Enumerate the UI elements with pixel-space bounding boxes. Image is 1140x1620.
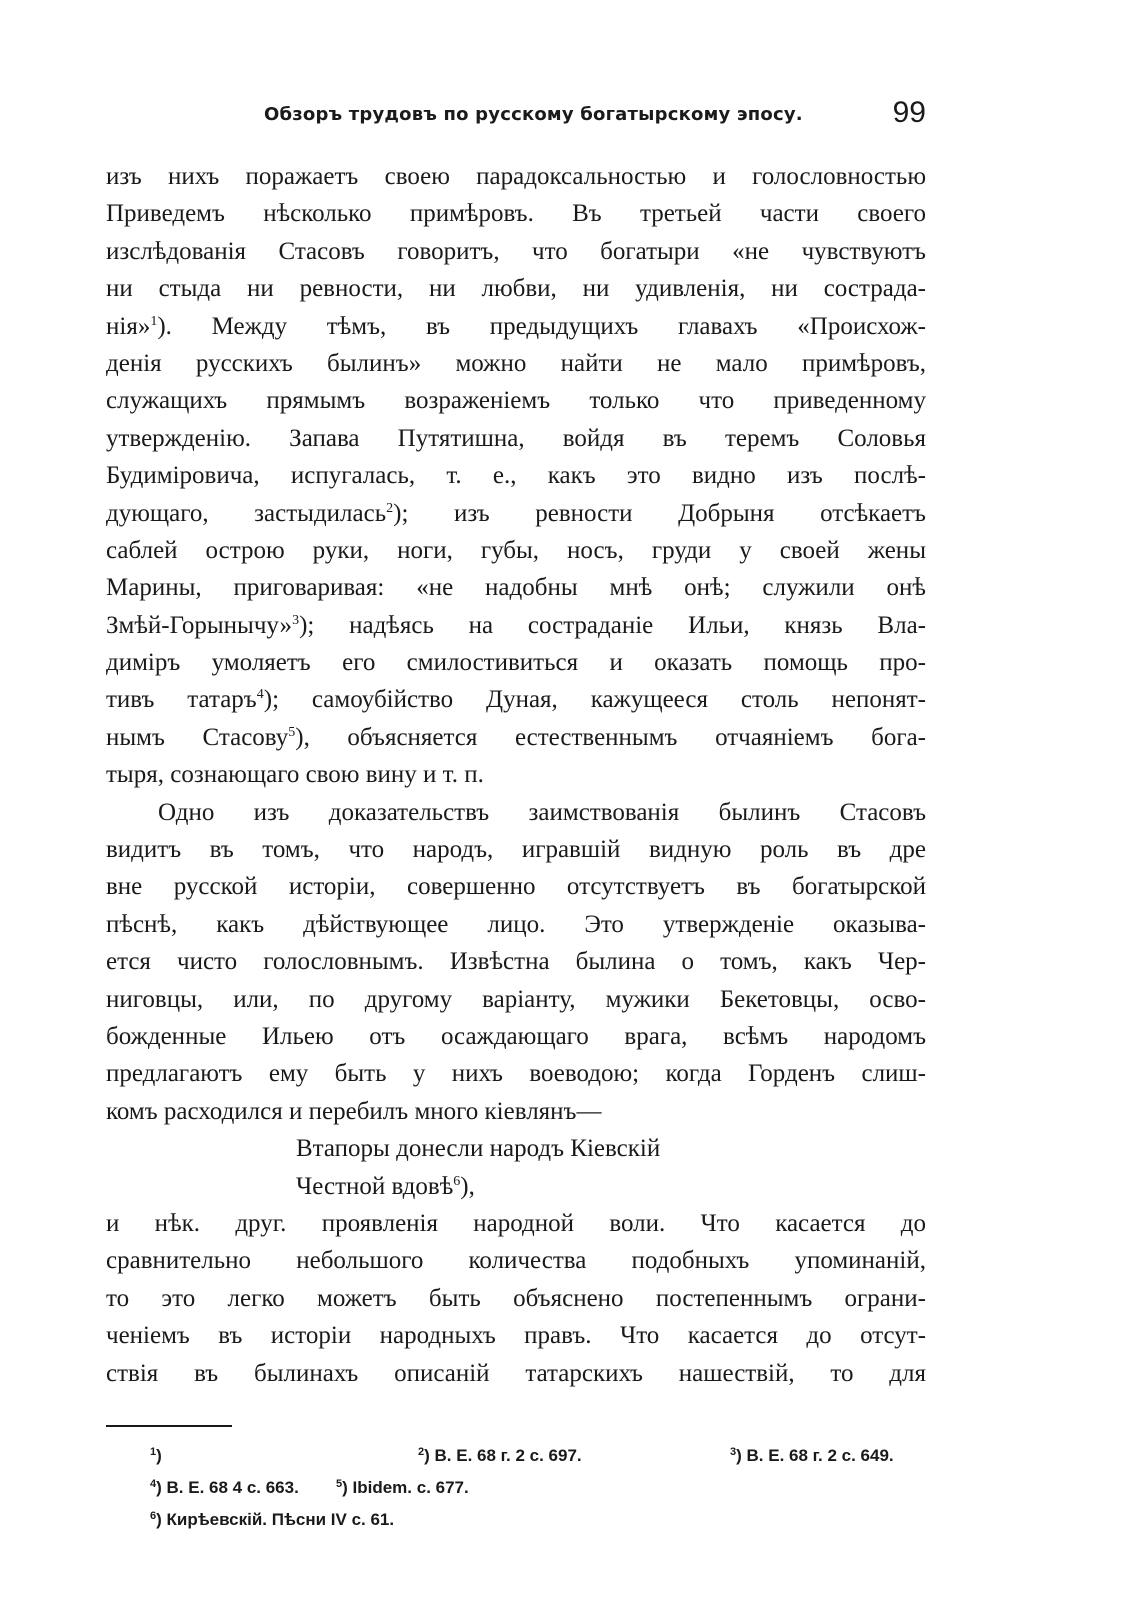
text-line: Змѣй-Горынычу»$^3$); надѣясь на состраданіе Ильи, князь Вла- <box>106 611 926 639</box>
text-line: ствія въ былинахъ описаній татарскихъ нашествій, то для <box>106 1359 926 1387</box>
page-number: 99 <box>892 96 926 129</box>
text-line: Марины, приговаривая: «не надобны мнѣ онѣ; служили онѣ <box>106 574 926 602</box>
running-head <box>104 96 926 136</box>
text-line: нія»$^1$). Между тѣмъ, въ предыдущихъ главахъ «Происхож- <box>106 312 926 340</box>
text-line: Втапоры донесли народъ Кіевскій <box>296 1135 661 1163</box>
text-line: Будиміровича, испугалась, т. е., какъ это видно изъ послѣ- <box>106 462 926 490</box>
footnote-ref: 5 <box>288 724 296 740</box>
footnote-ref: 3 <box>292 612 300 628</box>
text-line: тыря, сознающаго свою вину и т. п. <box>106 761 484 789</box>
text-line: Одно изъ доказательствъ заимствованія былинъ Стасовъ <box>158 798 926 826</box>
text-line: то это легко можетъ быть объяснено постепеннымъ ограни- <box>106 1284 926 1312</box>
text-line: ни стыда ни ревности, ни любви, ни удивленія, ни сострада- <box>106 275 926 303</box>
footnote-6: $^6$) Кирѣевскій. Пѣсни IV с. 61. <box>150 1510 395 1529</box>
text-line: божденные Ильею отъ осаждающаго врага, всѣмъ народомъ <box>106 1022 926 1050</box>
text-line: саблей острою руки, ноги, губы, носъ, груди у своей жены <box>106 536 926 564</box>
text-line: и нѣк. друг. проявленія народной воли. Что касается до <box>106 1209 926 1237</box>
text-line: служащихъ прямымъ возраженіемъ только что приведенному <box>106 387 926 415</box>
text-line: видитъ въ томъ, что народъ, игравшій видную роль въ дре <box>106 836 926 864</box>
footnote-5: $^5$) Ibidem. с. 677. <box>336 1478 469 1497</box>
footnote-row <box>150 1440 930 1472</box>
text-line: ченіемъ въ исторіи народныхъ правъ. Что касается до отсут- <box>106 1322 926 1350</box>
text-line: денія русскихъ былинъ» можно найти не мало примѣровъ, <box>106 349 926 377</box>
text-line: предлагаютъ ему быть у нихъ воеводою; когда Горденъ слиш- <box>106 1060 926 1088</box>
text-line: дующаго, застыдилась$^2$); изъ ревности Добрыня отсѣкаетъ <box>106 499 926 527</box>
text-line: утвержденію. Запава Путятишна, войдя въ теремъ Соловья <box>106 424 926 452</box>
text-line: сравнительно небольшого количества подобныхъ упоминаній, <box>106 1247 926 1275</box>
footnote-ref: 2 <box>386 500 394 516</box>
footnote-ref: 1 <box>150 313 158 329</box>
text-line: Честной вдовѣ$^6$), <box>296 1172 475 1200</box>
footnote-4: $^4$) В. Е. 68 4 с. 663. <box>150 1478 299 1497</box>
text-line: комъ расходился и перебилъ много кіевлянъ— <box>106 1097 602 1125</box>
footnote-row <box>150 1504 930 1536</box>
text-line: изслѣдованія Стасовъ говоритъ, что богатыри «не чувствуютъ <box>106 237 926 265</box>
text-line: ется чисто голословнымъ. Извѣстна былина о томъ, какъ Чер- <box>106 948 926 976</box>
text-line: ниговцы, или, по другому варіанту, мужики Бекетовцы, осво- <box>106 985 926 1013</box>
text-line: диміръ умоляетъ его смилостивиться и оказать помощь про- <box>106 649 926 677</box>
footnote-rule <box>106 1425 232 1427</box>
text-line: пѣснѣ, какъ дѣйствующее лицо. Это утвержденіе оказыва- <box>106 910 926 938</box>
footnote-row <box>150 1472 930 1504</box>
footnote-1: $^1$) <box>150 1446 162 1465</box>
text-line: Приведемъ нѣсколько примѣровъ. Въ третьей части своего <box>106 200 926 228</box>
text-line: вне русской исторіи, совершенно отсутствуетъ въ богатырской <box>106 873 926 901</box>
footnote-3: $^3$) В. Е. 68 г. 2 с. 649. <box>730 1446 894 1465</box>
footnote-2: $^2$) В. Е. 68 г. 2 с. 697. <box>418 1446 582 1465</box>
running-title: Обзоръ трудовъ по русскому богатырскому эпосу. <box>264 104 803 125</box>
text-line: нымъ Стасову$^5$), объясняется естественнымъ отчаяніемъ бога- <box>106 723 926 751</box>
footnote-ref: 6 <box>453 1173 461 1189</box>
text-line: изъ нихъ поражаетъ своею парадоксальностью и голословностью <box>106 163 926 190</box>
text-line: тивъ татаръ$^4$); самоубійство Дуная, кажущееся столь непонят- <box>106 686 926 714</box>
body-text <box>106 158 926 1392</box>
footnote-ref: 4 <box>256 687 264 703</box>
footnotes <box>150 1440 930 1536</box>
